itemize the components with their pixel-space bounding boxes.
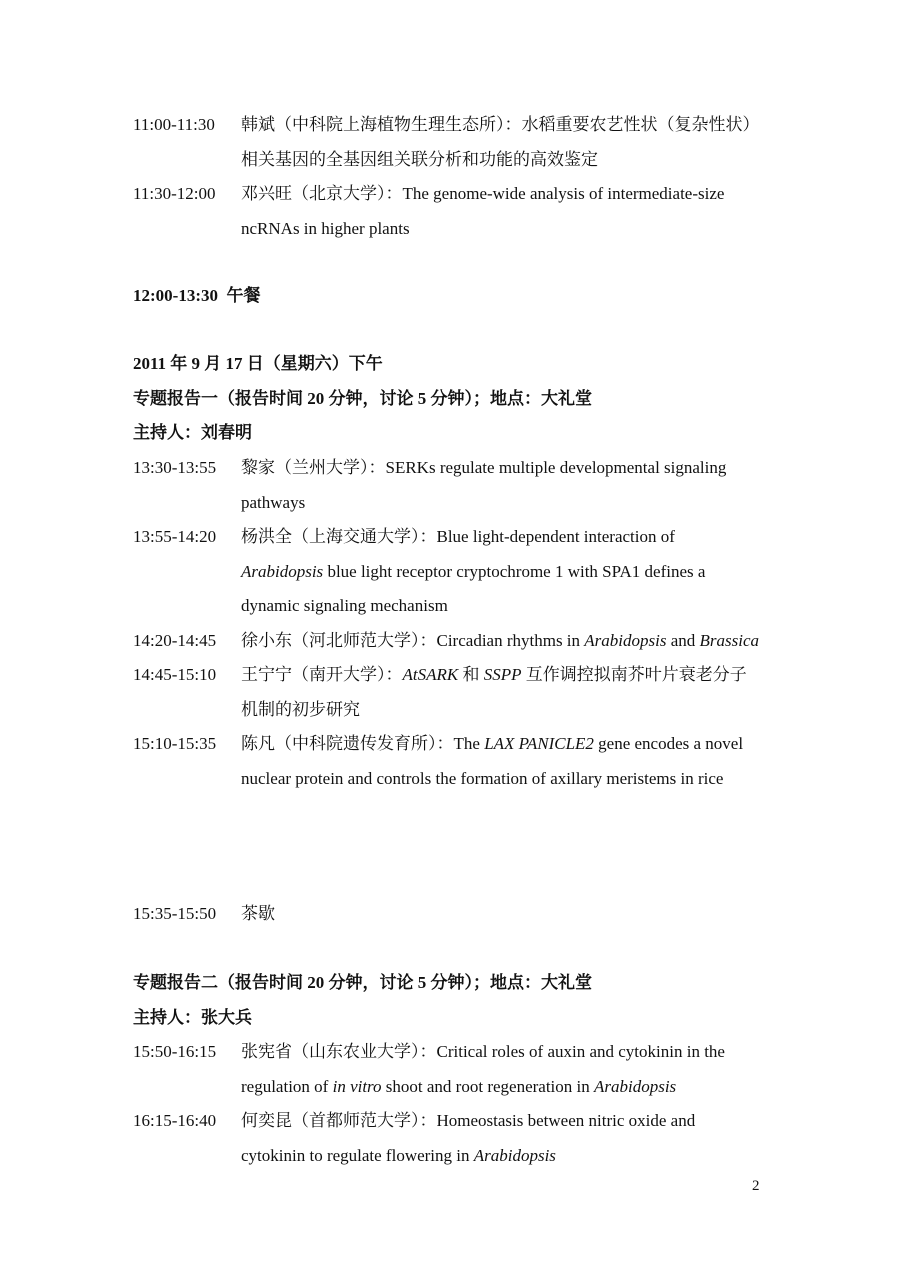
species-name: Arabidopsis: [241, 561, 324, 581]
page-number: 2: [752, 1178, 760, 1194]
entry-time: 14:45-15:10: [133, 665, 217, 684]
entry-time: 14:20-14:45: [133, 630, 217, 650]
entry-time: 16:15-16:40: [133, 1111, 217, 1130]
entry-content: [241, 451, 761, 520]
entry-time: 11:00-11:30: [133, 115, 215, 134]
date-heading: 2011 年 9 月 17 日（星期六）下午: [133, 354, 383, 373]
schedule-entry: [133, 624, 773, 659]
session1-host: 主持人：刘春明: [133, 423, 252, 442]
entry-text: gene encodes a novel nuclear protein and controls the formation of axillary meristems in rice: [241, 734, 744, 788]
term-italic: in vitro: [332, 1076, 382, 1096]
entry-time: 11:30-12:00: [133, 184, 216, 203]
entry-content: [241, 624, 761, 659]
entry-text: 邓兴旺（北京大学）：The genome-wide analysis of intermediate-size ncRNAs in higher plants: [241, 184, 725, 238]
session2-schedule: [133, 1035, 773, 1173]
entry-text: 和: [458, 665, 484, 684]
gene-name: SSPP: [483, 665, 522, 684]
entry-text: and: [666, 630, 700, 650]
entry-text: 黎家（兰州大学）：SERKs regulate multiple developmental signaling pathways: [241, 458, 727, 512]
entry-text: 杨洪全（上海交通大学）：Blue light-dependent interaction of: [241, 527, 675, 546]
entry-content: [241, 658, 761, 727]
schedule-entry: [133, 658, 773, 727]
entry-text: shoot and root regeneration in: [381, 1076, 594, 1096]
schedule-entry: [133, 177, 773, 246]
tea-break-entry: [133, 897, 773, 932]
entry-content: [241, 108, 761, 177]
entry-text: 陈凡（中科院遗传发育所）：The: [241, 734, 485, 753]
schedule-entry: [133, 1035, 773, 1104]
schedule-entry: [133, 727, 773, 796]
schedule-entry: [133, 1104, 773, 1173]
entry-text: 互作调控拟南芥叶片衰老分子机制的初步研究: [241, 665, 747, 719]
entry-content: [241, 177, 761, 246]
entry-text: 张宪省（山东农业大学）：Critical roles of auxin and cytokinin in the regulation of: [241, 1042, 725, 1096]
schedule-entry: [133, 451, 773, 520]
species-name: Arabidopsis: [594, 1076, 677, 1096]
session1-schedule: [133, 451, 773, 796]
session2-header: [133, 966, 773, 1035]
species-name: Arabidopsis: [473, 1145, 556, 1165]
entry-text: 何奕昆（首都师范大学）：Homeostasis between nitric oxide and cytokinin to regulate flowering in: [241, 1111, 696, 1165]
session1-title: 专题报告一（报告时间 20 分钟，讨论 5 分钟）；地点：大礼堂: [133, 388, 592, 408]
schedule-entry: [133, 520, 773, 624]
schedule-entry: [133, 108, 773, 177]
session2-host: 主持人：张大兵: [133, 1007, 252, 1027]
entry-text: 韩斌（中科院上海植物生理生态所）：水稻重要农艺性状（复杂性状）相关基因的全基因组关联分析和功能的高效鉴定: [241, 115, 760, 169]
lunch-time: 12:00-13:30: [133, 286, 218, 305]
gene-name: LAX PANICLE2: [484, 734, 594, 753]
entry-text: 王宁宁（南开大学）：: [241, 665, 403, 684]
entry-time: 13:30-13:55: [133, 458, 217, 477]
entry-content: [241, 1104, 761, 1173]
tea-break-row: [133, 897, 773, 932]
species-name: Brassica: [699, 630, 760, 650]
session2-title: 专题报告二（报告时间 20 分钟，讨论 5 分钟）；地点：大礼堂: [133, 973, 592, 992]
tea-break-time: 15:35-15:50: [133, 904, 217, 923]
entry-time: 15:10-15:35: [133, 734, 217, 753]
morning-schedule: [133, 108, 773, 246]
entry-content: [241, 727, 761, 796]
entry-content: [241, 520, 761, 624]
entry-time: 13:55-14:20: [133, 527, 217, 546]
gene-name: AtSARK: [402, 665, 459, 684]
entry-text: 徐小东（河北师范大学）：Circadian rhythms in: [241, 630, 585, 650]
entry-time: 15:50-16:15: [133, 1042, 217, 1061]
species-name: Arabidopsis: [584, 630, 667, 650]
afternoon-header: [133, 347, 773, 451]
lunch-label: 午餐: [226, 286, 261, 305]
lunch-row: [133, 279, 773, 314]
entry-text: blue light receptor cryptochrome 1 with SPA1 defines a dynamic signaling mechanism: [241, 561, 706, 615]
entry-content: [241, 1035, 761, 1104]
tea-break-label: 茶歇: [241, 904, 275, 923]
